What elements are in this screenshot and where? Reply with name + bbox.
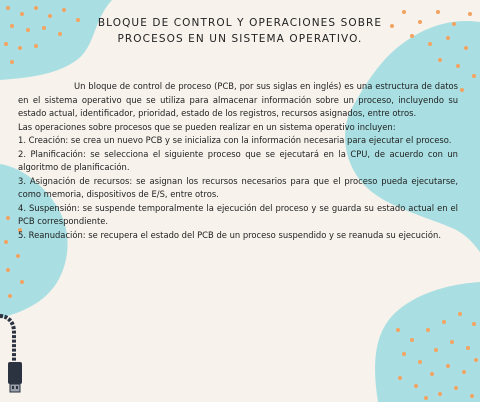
operation-planificacion: 2. Planificación: se selecciona el siguiente proceso que se ejecutará en la CPU, de acuerdo con un algoritmo de planificación. [18,148,458,172]
bottom-right-blob [375,282,480,402]
operation-creacion: 1. Creación: se crea un nuevo PCB y se inicializa con la información necesaria para ejecutar el proceso. [18,135,452,145]
title-line-1: BLOQUE DE CONTROL Y OPERACIONES SOBRE [97,17,383,29]
operations-intro: Las operaciones sobre procesos que se pueden realizar en un sistema operativo incluyen: [18,121,396,132]
page-title [80,15,400,47]
operation-suspension: 4. Suspensión: se suspende temporalmente la ejecución del proceso y se guarda su estado actual en el PCB correspondiente. [18,202,458,226]
title-line-2: PROCESOS EN UN SISTEMA OPERATIVO. [117,33,363,45]
operation-asignacion: 3. Asignación de recursos: se asignan los recursos necesarios para que el proceso pueda ejecutarse, como memoria, dispositivos de E/S, entre otros. [18,175,458,199]
usb-cable-icon [0,308,40,398]
intro-paragraph: Un bloque de control de proceso (PCB, por sus siglas en inglés) es una estructura de datos en el sistema operativo que se utiliza para almacenar información sobre un proceso, incluyendo su estado actual, identificador, prioridad, estado de los registros, recursos asignados, entre otros. [18,81,458,118]
operation-reanudacion: 5. Reanudación: se recupera el estado del PCB de un proceso suspendido y se reanuda su ejecución. [18,229,441,240]
body-text [18,80,458,242]
